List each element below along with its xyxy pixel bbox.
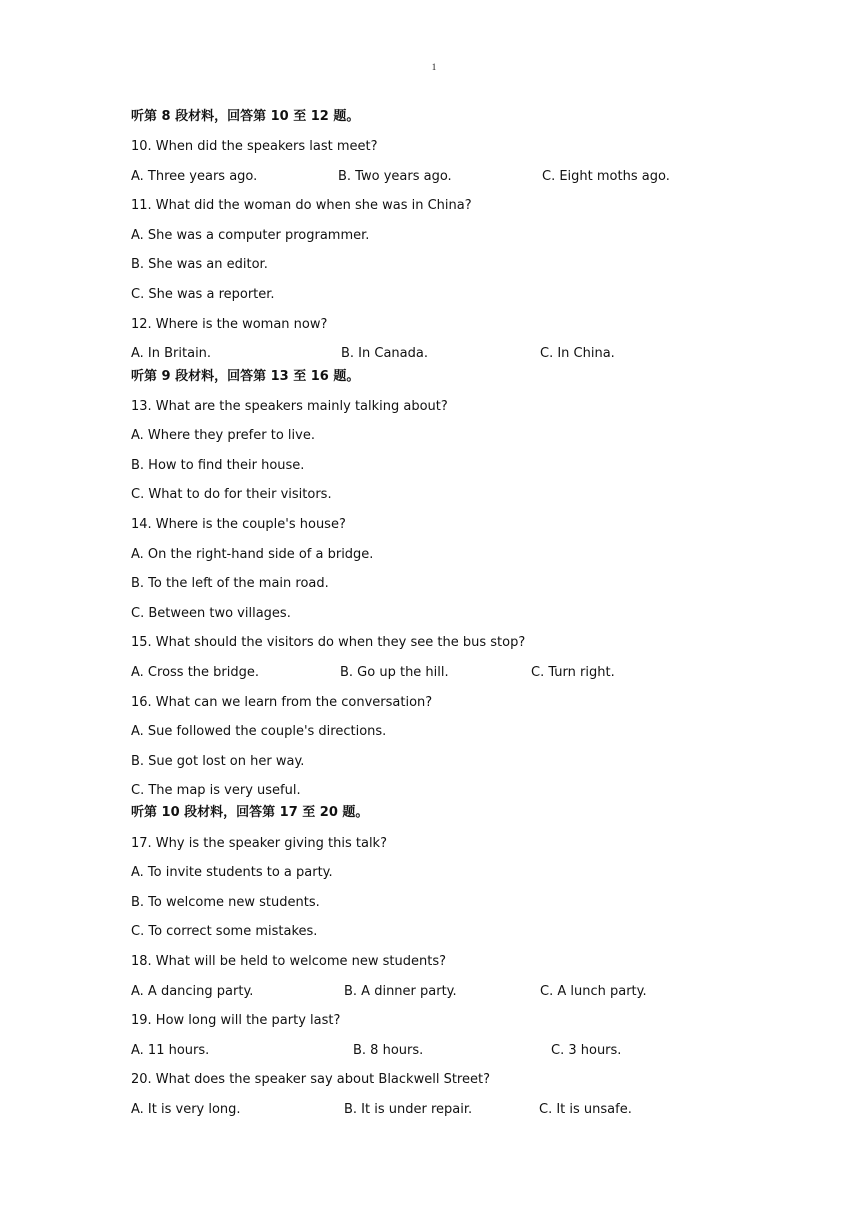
q20-option-c: C. It is unsafe. bbox=[539, 1102, 632, 1117]
question-11: 11. What did the woman do when she was in China? bbox=[131, 198, 472, 213]
q18-option-c: C. A lunch party. bbox=[540, 984, 647, 999]
q13-option-c: C. What to do for their visitors. bbox=[131, 487, 332, 502]
q12-option-b: B. In Canada. bbox=[341, 346, 428, 361]
q13-option-b: B. How to find their house. bbox=[131, 458, 305, 473]
q17-option-c: C. To correct some mistakes. bbox=[131, 924, 318, 939]
question-20: 20. What does the speaker say about Blackwell Street? bbox=[131, 1072, 490, 1087]
q16-option-a: A. Sue followed the couple's directions. bbox=[131, 724, 387, 739]
section-heading-9: 听第 9 段材料，回答第 13 至 16 题。 bbox=[131, 369, 360, 384]
q19-option-c: C. 3 hours. bbox=[551, 1043, 622, 1058]
section-heading-8: 听第 8 段材料，回答第 10 至 12 题。 bbox=[131, 109, 360, 124]
question-14: 14. Where is the couple's house? bbox=[131, 517, 346, 532]
question-16: 16. What can we learn from the conversation? bbox=[131, 695, 433, 710]
q20-option-a: A. It is very long. bbox=[131, 1102, 241, 1117]
question-15: 15. What should the visitors do when they see the bus stop? bbox=[131, 635, 526, 650]
question-17: 17. Why is the speaker giving this talk? bbox=[131, 836, 387, 851]
q16-option-c: C. The map is very useful. bbox=[131, 783, 301, 798]
q17-option-a: A. To invite students to a party. bbox=[131, 865, 333, 880]
section-heading-10: 听第 10 段材料，回答第 17 至 20 题。 bbox=[131, 805, 369, 820]
question-19: 19. How long will the party last? bbox=[131, 1013, 341, 1028]
q19-option-b: B. 8 hours. bbox=[353, 1043, 424, 1058]
q10-option-c: C. Eight moths ago. bbox=[542, 169, 670, 184]
q19-option-a: A. 11 hours. bbox=[131, 1043, 210, 1058]
q16-option-b: B. Sue got lost on her way. bbox=[131, 754, 305, 769]
q14-option-a: A. On the right-hand side of a bridge. bbox=[131, 547, 374, 562]
question-18: 18. What will be held to welcome new students? bbox=[131, 954, 447, 969]
q11-option-b: B. She was an editor. bbox=[131, 257, 268, 272]
q11-option-a: A. She was a computer programmer. bbox=[131, 228, 370, 243]
q10-option-b: B. Two years ago. bbox=[338, 169, 452, 184]
q17-option-b: B. To welcome new students. bbox=[131, 895, 320, 910]
q13-option-a: A. Where they prefer to live. bbox=[131, 428, 315, 443]
page-number: 1 bbox=[431, 62, 437, 72]
q18-option-b: B. A dinner party. bbox=[344, 984, 457, 999]
q14-option-c: C. Between two villages. bbox=[131, 606, 291, 621]
q11-option-c: C. She was a reporter. bbox=[131, 287, 275, 302]
question-13: 13. What are the speakers mainly talking about? bbox=[131, 399, 448, 414]
q18-option-a: A. A dancing party. bbox=[131, 984, 254, 999]
q10-option-a: A. Three years ago. bbox=[131, 169, 258, 184]
q20-option-b: B. It is under repair. bbox=[344, 1102, 473, 1117]
question-12: 12. Where is the woman now? bbox=[131, 317, 328, 332]
q12-option-a: A. In Britain. bbox=[131, 346, 212, 361]
q14-option-b: B. To the left of the main road. bbox=[131, 576, 329, 591]
q15-option-b: B. Go up the hill. bbox=[340, 665, 449, 680]
question-10: 10. When did the speakers last meet? bbox=[131, 139, 378, 154]
q15-option-c: C. Turn right. bbox=[531, 665, 615, 680]
q12-option-c: C. In China. bbox=[540, 346, 615, 361]
q15-option-a: A. Cross the bridge. bbox=[131, 665, 260, 680]
